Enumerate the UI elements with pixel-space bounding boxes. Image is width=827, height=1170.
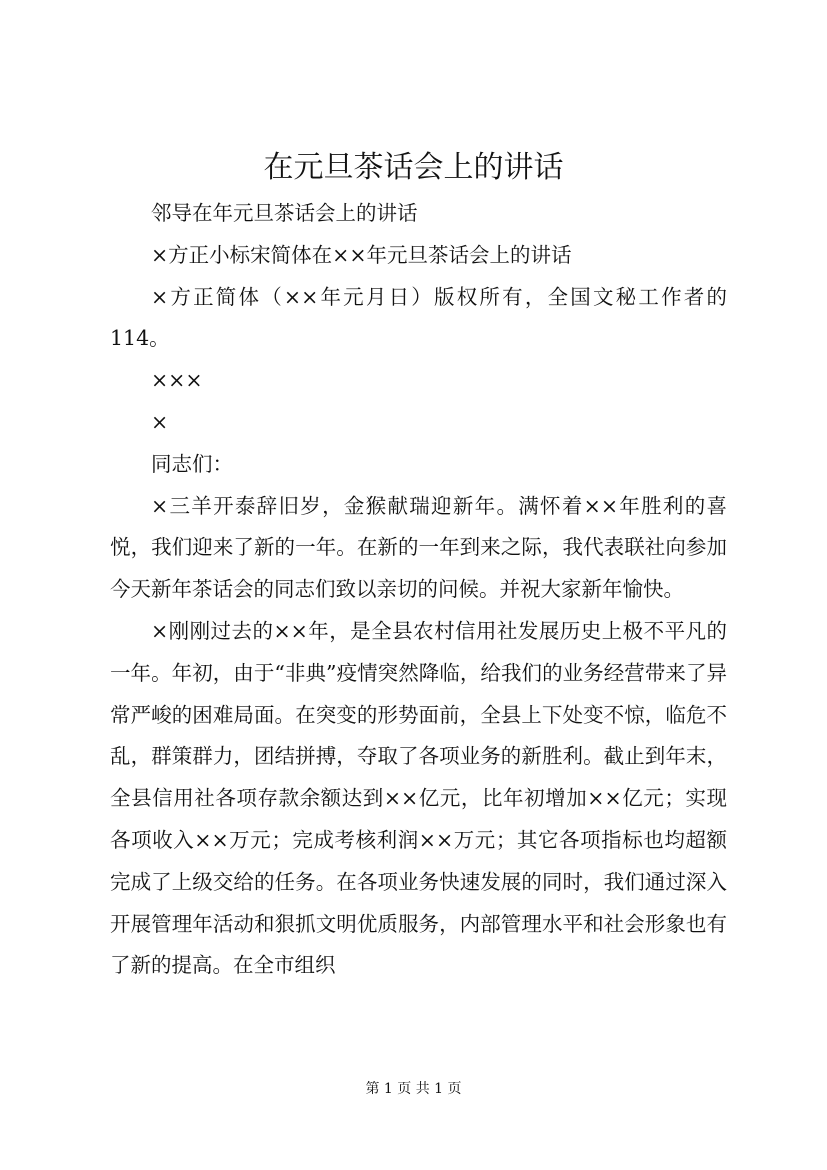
paragraph: 邻导在年元旦茶话会上的讲话 — [151, 201, 418, 225]
paragraph: ×方正小标宋简体在××年元旦茶话会上的讲话 — [151, 242, 572, 267]
document-title: 在元旦茶话会上的讲话 — [263, 150, 564, 185]
paragraph: ××× — [151, 368, 203, 393]
paragraph: ×方正简体（××年元月日）版权所有，全国文秘工作者的114。 — [110, 284, 727, 351]
paragraph: ×三羊开泰辞旧岁，金猴献瑞迎新年。满怀着××年胜利的喜悦，我们迎来了新的一年。在新的一年到来之际，我代表联社向参加今天新年茶话会的同志们致以亲切的问候。并祝大家新年愉快。 — [110, 493, 727, 602]
paragraph: ×刚刚过去的××年，是全县农村信用社发展历史上极不平凡的一年。年初，由于“非典”疫情突然降临，给我们的业务经营带来了异常严峻的困难局面。在突变的形势面前，全县上下处变不惊，临危不乱，群策群力，团结拼搏，夺取了各项业务的新胜利。截止到年末，全县信用社各项存款余额达到××亿元，比年初增加××亿元；实现各项收入××万元；完成考核利润××万元；其它各项指标也均超额完成了上级交给的任务。在各项业务快速发展的同时，我们通过深入开展管理年活动和狠抓文明优质服务，内部管理水平和社会形象也有了新的提高。在全市组织 — [110, 618, 727, 978]
paragraph: × — [151, 409, 169, 434]
page-footer: 第 1 页 共 1 页 — [365, 1081, 462, 1097]
document-body — [110, 193, 727, 987]
paragraph: 同志们： — [151, 451, 233, 476]
